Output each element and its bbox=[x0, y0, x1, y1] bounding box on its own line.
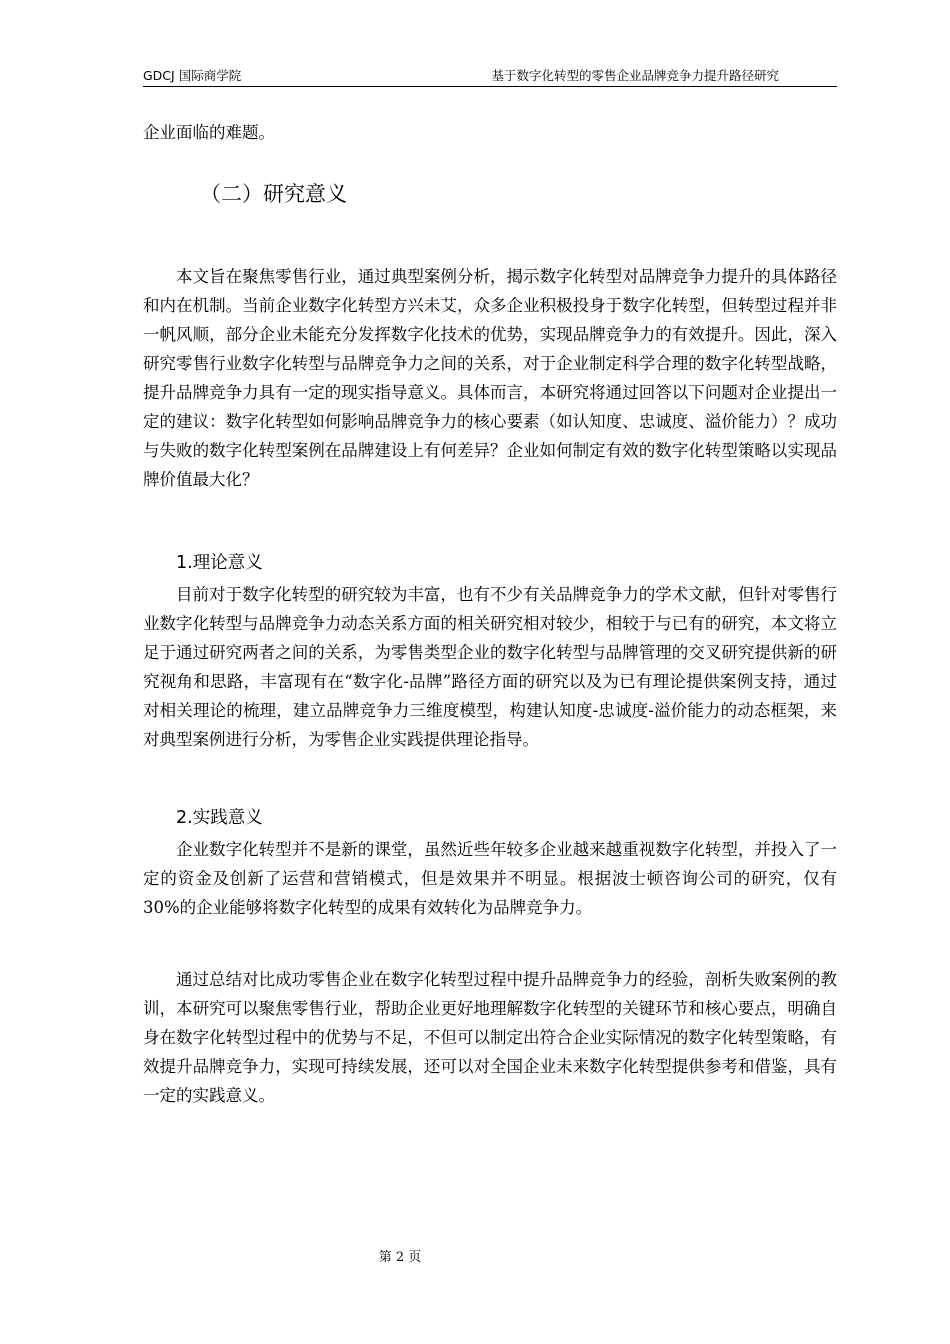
header-paper-title: 基于数字化转型的零售企业品牌竞争力提升路径研究 bbox=[491, 68, 779, 83]
section-heading: （二）研究意义 bbox=[200, 182, 347, 206]
intro-text: 本文旨在聚焦零售行业，通过典型案例分析，揭示数字化转型对品牌竞争力提升的具体路径和内在机制。当前企业数字化转型方兴未艾，众多企业积极投身于数字化转型，但转型过程并非一帆风顺，部分企业未能充分发挥数字化技术的优势，实现品牌竞争力的有效提升。因此，深入研究零售行业数字化转型与品牌竞争力之间的关系，对于企业制定科学合理的数字化转型战略，提升品牌竞争力具有一定的现实指导意义。具体而言，本研究将通过回答以下问题对企业提出一定的建议：数字化转型如何影响品牌竞争力的核心要素（如认知度、忠诚度、溢价能力）？成功与失败的数字化转型案例在品牌建设上有何差异？企业如何制定有效的数字化转型策略以实现品牌价值最大化？ bbox=[143, 267, 837, 489]
practice-paragraph-1 bbox=[143, 835, 837, 922]
intro-paragraph bbox=[143, 262, 837, 494]
practice-paragraph-2 bbox=[143, 965, 837, 1110]
practice-text-1: 企业数字化转型并不是新的课堂，虽然近些年较多企业越来越重视数字化转型，并投入了一定的资金及创新了运营和营销模式，但是效果并不明显。根据波士顿咨询公司的研究，仅有30%的企业能够将数字化转型的成果有效转化为品牌竞争力。 bbox=[143, 840, 837, 917]
page-header bbox=[143, 66, 837, 87]
theory-text: 目前对于数字化转型的研究较为丰富，也有不少有关品牌竞争力的学术文献，但针对零售行业数字化转型与品牌竞争力动态关系方面的相关研究相对较少，相较于与已有的研究，本文将立足于通过研究两者之间的关系，为零售类型企业的数字化转型与品牌管理的交叉研究提供新的研究视角和思路，丰富现有在“数字化-品牌”路径方面的研究以及为已有理论提供案例支持，通过对相关理论的梳理，建立品牌竞争力三维度模型，构建认知度-忠诚度-溢价能力的动态框架，来对典型案例进行分析，为零售企业实践提供理论指导。 bbox=[143, 585, 837, 749]
practice-text-2: 通过总结对比成功零售企业在数字化转型过程中提升品牌竞争力的经验，剖析失败案例的教训，本研究可以聚焦零售行业，帮助企业更好地理解数字化转型的关键环节和核心要点，明确自身在数字化转型过程中的优势与不足，不但可以制定出符合企业实际情况的数字化转型策略，有效提升品牌竞争力，实现可持续发展，还可以对全国企业未来数字化转型提供参考和借鉴，具有一定的实践意义。 bbox=[143, 970, 837, 1105]
header-institution: GDCJ 国际商学院 bbox=[143, 68, 242, 83]
theory-heading: 1.理论意义 bbox=[176, 553, 263, 573]
theory-paragraph bbox=[143, 580, 837, 754]
practice-heading: 2.实践意义 bbox=[176, 808, 263, 828]
page-number: 第 2 页 bbox=[378, 1250, 422, 1265]
continuation-paragraph bbox=[143, 118, 837, 147]
continuation-text: 企业面临的难题。 bbox=[143, 123, 275, 142]
